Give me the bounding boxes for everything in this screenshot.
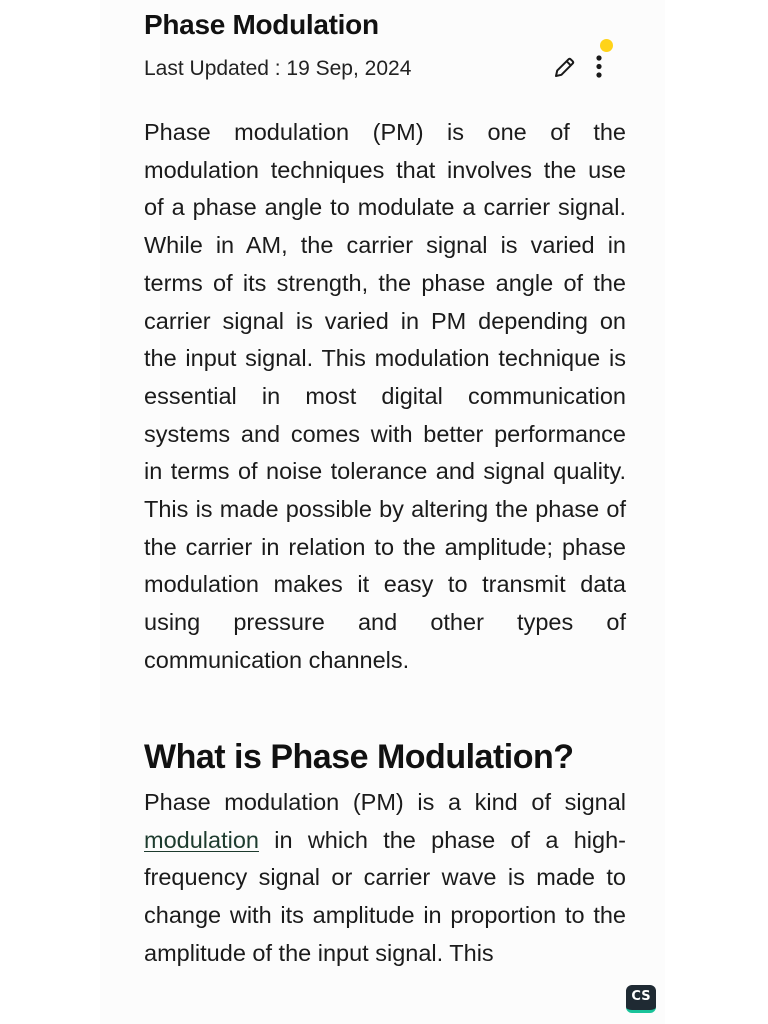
section-heading: What is Phase Modulation? xyxy=(144,738,574,776)
modulation-link[interactable]: modulation xyxy=(144,826,259,853)
definition-text-after-link: in which the phase of a high-frequency signal or carrier wave is made to change with its amplitude in proportion to the amplitude of the input signal. This xyxy=(144,826,626,966)
intro-paragraph: Phase modulation (PM) is one of the modulation techniques that involves the use of a phase angle to modulate a carrier signal. While in AM, the carrier signal is varied in terms of its strength, the phase angle of the carrier signal is varied in PM depending on the input signal. This modulation technique is essential in most digital communication systems and comes with better performance in terms of noise tolerance and signal quality. This is made possible by altering the phase of the carrier in relation to the amplitude; phase modulation makes it easy to transmit data using pressure and other types of communication channels. xyxy=(144,119,626,673)
article-meta-row xyxy=(144,54,614,84)
article-title: Phase Modulation xyxy=(144,9,379,40)
pencil-icon[interactable] xyxy=(551,55,577,81)
definition-text-before-link: Phase modulation (PM) is a kind of signal xyxy=(144,789,626,815)
notification-dot xyxy=(600,39,613,52)
last-updated-text: Last Updated : 19 Sep, 2024 xyxy=(144,57,412,80)
more-vertical-icon[interactable] xyxy=(588,54,610,84)
cs-app-badge-icon[interactable]: CS xyxy=(626,985,656,1013)
definition-paragraph xyxy=(144,784,626,973)
